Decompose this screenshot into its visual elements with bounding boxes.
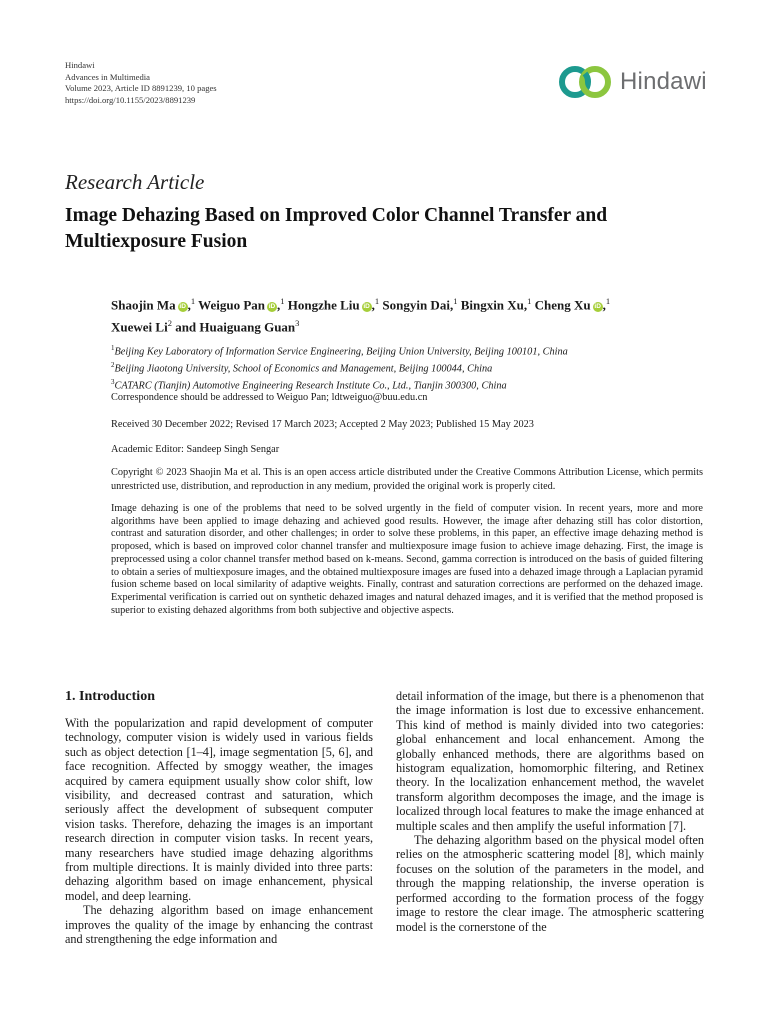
author-name: Cheng Xu — [534, 297, 591, 313]
volume-info: Volume 2023, Article ID 8891239, 10 pages — [65, 83, 217, 94]
affiliation-marker: 1 — [190, 296, 196, 306]
column-right — [396, 689, 704, 934]
orcid-icon[interactable]: iD — [594, 303, 601, 311]
paragraph: With the popularization and rapid development of computer technology, computer vision is widely used in various fields such as object detection [1–4], image segmentation [5, 6], and face recognition. Affected by smoggy weather, the images acquired by camera equipment usually show color shift, low visibility, and decreased contrast and saturation, which seriously affect the development of subsequent computer vision tasks. Therefore, dehazing the images is an important research direction in computer vision tasks. In recent years, many researchers have studied image dehazing algorithms from multiple directions. It is mainly divided into three parts: dehazing algorithm based on image enhancement, physical model, and deep learning. — [65, 716, 373, 903]
abstract: Image dehazing is one of the problems that need to be solved urgently in the field of computer vision. In recent years, more and more algorithms have been applied to image dehazing and achieved good results. However, the image after dehazing still has color distortion, contrast and saturation disorder, and other challenges; in order to solve these problems, in this paper, an effective image dehazing method is proposed, which is based on improved color channel transfer and multiexposure image fusion to achieve image dehazing. First, the image is preprocessed using a color channel transfer method based on k-means. Second, gamma correction is introduced on the basis of guided filtering to obtain a series of multiexposure images, and the obtained multiexposure images are fused into a dehazed image through a Laplacian pyramid fusion scheme based on local similarity of adaptive weights. Finally, contrast and saturation corrections are performed on the dehazed image. Experimental verification is carried out on synthetic dehazed images and natural dehazed images, and it is verified that the method proposed is superior to existing dehazed algorithms from both subjective and objective aspects. — [111, 503, 703, 616]
correspondence: Correspondence should be addressed to Weiguo Pan; ldtweiguo@buu.edu.cn — [111, 392, 428, 403]
paragraph: The dehazing algorithm based on image enhancement improves the quality of the image by enhancing the contrast and strengthening the edge information and — [65, 903, 373, 947]
affiliation-item: $^2$Beijing Jiaotong University, School of Economics and Management, Beijing 100044, China — [111, 361, 493, 375]
journal-name: Advances in Multimedia — [65, 71, 150, 82]
article-type: Research Article — [65, 170, 205, 194]
author-name: Huaiguang Guan — [199, 319, 296, 335]
column-left — [65, 689, 373, 947]
logo-text: Hindawi — [620, 68, 707, 95]
affiliations — [111, 342, 568, 393]
affiliation-marker: 1 — [453, 296, 458, 306]
author-name: Weiguo Pan — [198, 297, 265, 313]
affiliation-item: $^3$CATARC (Tianjin) Automotive Engineering Research Institute Co., Ltd., Tianjin 300300, China — [111, 378, 507, 392]
doi-link[interactable]: https://doi.org/10.1155/2023/8891239 — [65, 94, 196, 105]
publisher-name: Hindawi — [65, 60, 95, 70]
paragraph: detail information of the image, but there is a phenomenon that the image information is lost due to excessive enhancement. This kind of method is mainly divided into two categories: global enhancement and local enhancement. Among the globally enhanced methods, there are algorithms based on histogram equalization, homomorphic filtering, and Retinex theory. In the localization enhancement method, the wavelet transform algorithm decomposes the image, and the image is localized through local features to make the image enhanced at multiple scales and then amplify the useful information [7]. — [396, 689, 704, 833]
affiliation-marker: 1 — [280, 296, 285, 306]
orcid-icon[interactable]: iD — [268, 303, 276, 311]
author-name: Bingxin Xu — [460, 297, 524, 313]
publication-dates: Received 30 December 2022; Revised 17 March 2023; Accepted 2 May 2023; Published 15 May 2023 — [111, 419, 534, 430]
affiliation-marker: 1 — [605, 296, 611, 306]
author-name: Shaojin Ma — [111, 297, 176, 313]
journal-meta — [65, 60, 217, 106]
affiliation-marker: 3 — [295, 318, 300, 329]
author-name: Xuewei Li — [111, 319, 168, 335]
section-heading: 1. Introduction — [65, 689, 155, 704]
affiliation-marker: 2 — [167, 318, 172, 329]
affiliation-marker: 1 — [374, 296, 380, 306]
orcid-icon[interactable]: iD — [179, 303, 186, 311]
orcid-icon[interactable]: iD — [363, 303, 370, 311]
author-list: Shaojin Ma iD ,$^1$ Weiguo Pan iD ,$^1$ Hongzhe Liu iD ,$^1$ Songyin Dai,$^1$ Bingxin Xu,$^1$ Cheng Xu iD ,$^1$ Xuewei Li$^2$ and Huaiguang Guan$^3$ — [111, 296, 611, 335]
hindawi-logo — [556, 64, 707, 100]
academic-editor: Academic Editor: Sandeep Singh Sengar — [111, 444, 280, 455]
hindawi-logo-icon — [556, 64, 614, 100]
author-name: Songyin Dai — [382, 297, 450, 313]
affiliation-item: $^1$Beijing Key Laboratory of Information Service Engineering, Beijing Union University, Beijing 100101, China — [111, 344, 568, 358]
paragraph: The dehazing algorithm based on the physical model often relies on the atmospheric scattering model [8], which mainly focuses on the solution of the parameters in the model, and through the mapping relationship, the inverse operation is performed according to the formation process of the foggy image to restore the clear image. The atmospheric scattering model is the cornerstone of the — [396, 833, 704, 934]
article-title: Image Dehazing Based on Improved Color Channel Transfer and Multiexposure Fusion — [65, 205, 608, 252]
affiliation-marker: 1 — [527, 296, 532, 306]
copyright-notice: Copyright © 2023 Shaojin Ma et al. This is an open access article distributed under the Creative Commons Attribution License, which permits unrestricted use, distribution, and reproduction in any medium, provided the original work is properly cited. — [111, 467, 703, 493]
author-name: Hongzhe Liu — [287, 297, 360, 313]
